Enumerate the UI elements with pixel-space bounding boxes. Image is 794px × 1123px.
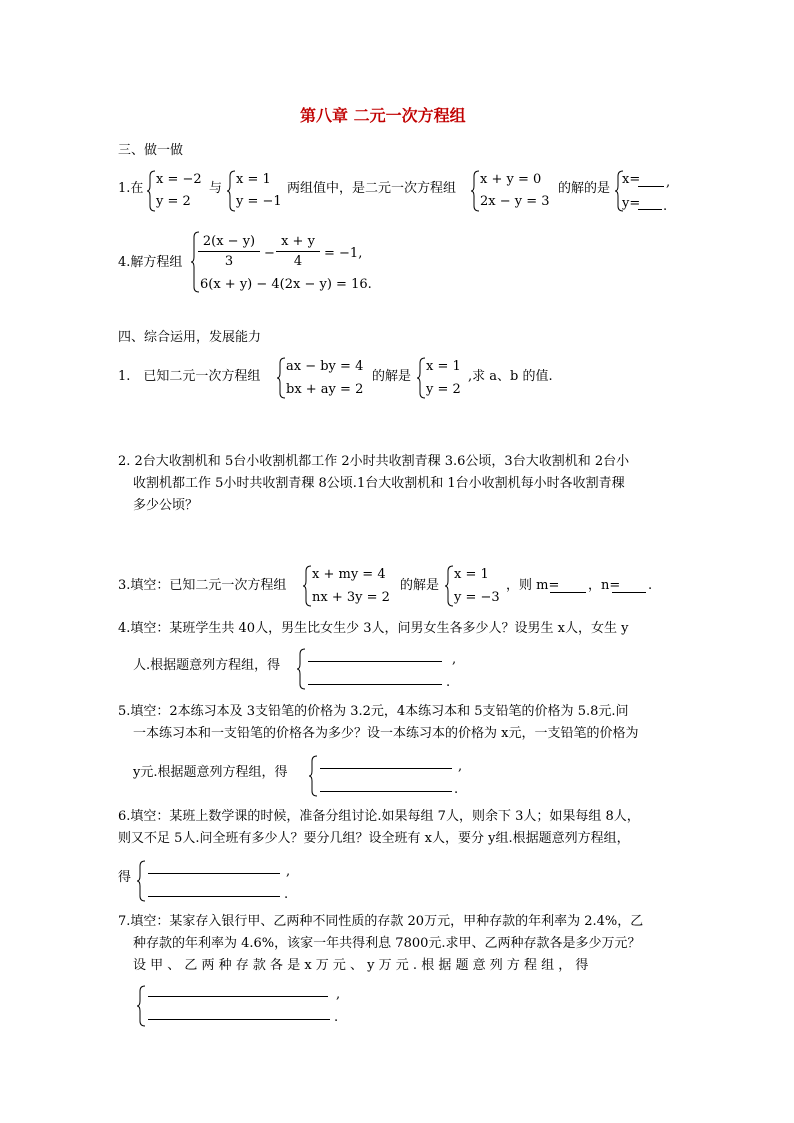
brace-icon [416, 357, 426, 399]
brace-icon [470, 170, 480, 212]
fraction: x + y 4 [276, 234, 320, 269]
brace-icon [276, 357, 286, 399]
brace-icon [136, 985, 146, 1027]
brace-icon [302, 565, 312, 607]
answer-blank-m[interactable] [550, 592, 586, 593]
equation-blank-1[interactable] [320, 768, 452, 769]
equation-blank-2[interactable] [320, 791, 452, 792]
brace-icon [296, 648, 306, 690]
section-3-heading: 三、做一做 [118, 143, 184, 158]
equation-blank-2[interactable] [148, 896, 280, 897]
equation-blank-1[interactable] [148, 996, 328, 997]
brace-icon [226, 170, 236, 212]
brace-icon [146, 170, 156, 212]
equation-blank-1[interactable] [308, 661, 442, 662]
answer-blank-n[interactable] [612, 592, 646, 593]
equation-blank-2[interactable] [148, 1019, 330, 1020]
brace-icon [444, 565, 454, 607]
page-title: 第八章 二元一次方程组 [300, 106, 466, 125]
brace-icon [136, 860, 146, 902]
equation-blank-2[interactable] [308, 684, 442, 685]
answer-blank[interactable] [638, 209, 662, 210]
brace-icon [308, 755, 318, 797]
answer-blank[interactable] [638, 186, 664, 187]
section-4-heading: 四、综合运用，发展能力 [118, 330, 262, 345]
fraction: 2(x − y) 3 [198, 234, 260, 269]
equation-blank-1[interactable] [148, 873, 280, 874]
